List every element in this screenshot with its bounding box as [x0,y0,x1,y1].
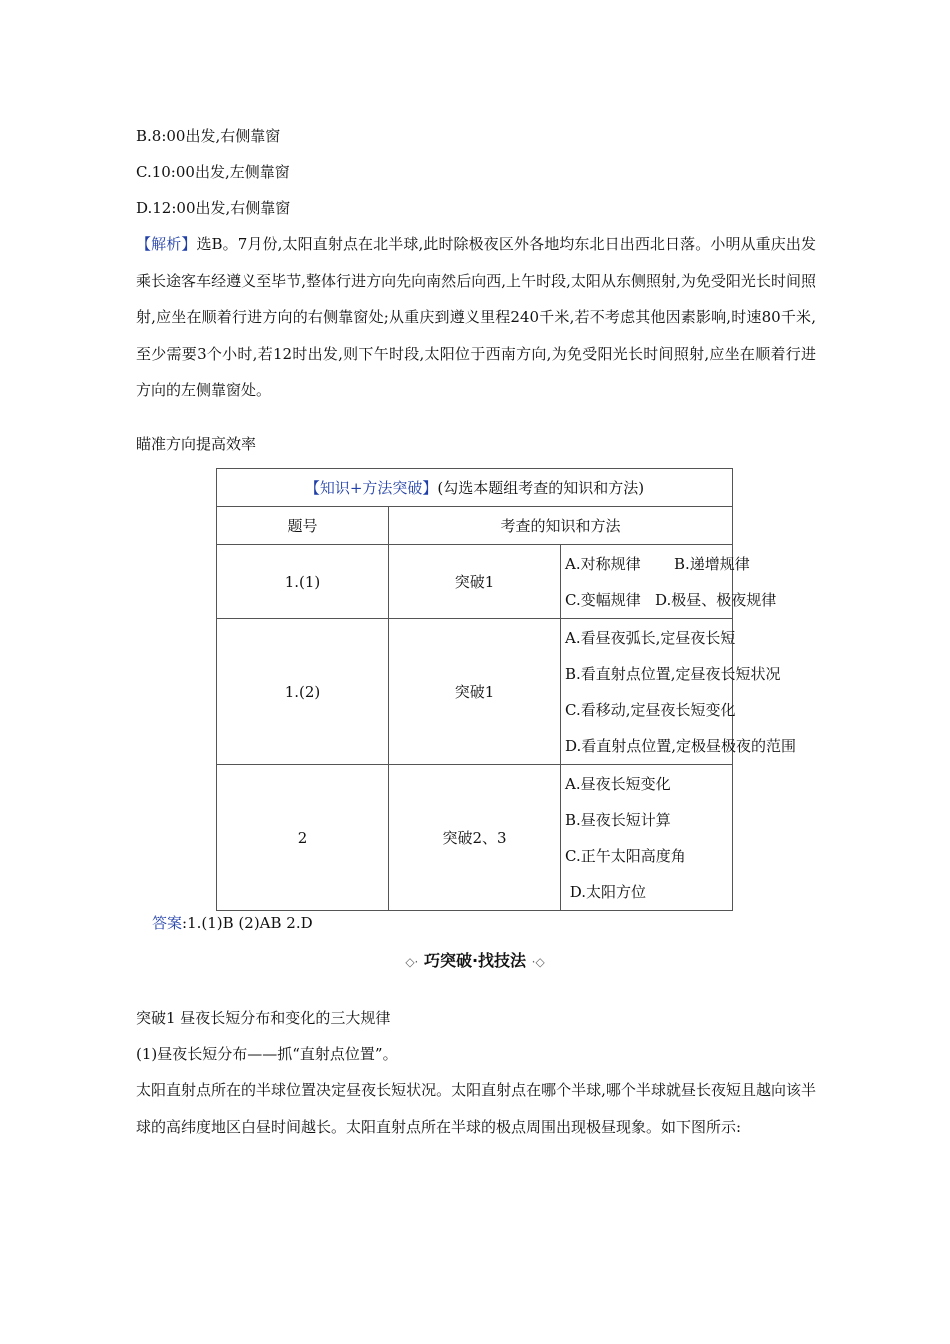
right-diamond-icon: ·◇ [531,955,545,969]
header-number: 题号 [217,507,389,545]
answer-line [152,913,313,933]
option-b: B.8:00出发,右侧靠窗 [136,127,281,145]
option-item[interactable]: A.昼夜长短变化 [565,774,671,793]
body-paragraph: 太阳直射点所在的半球位置决定昼夜长短状况。太阳直射点在哪个半球,哪个半球就昼长夜短且越向该半球的高纬度地区白昼时间越长。太阳直射点所在半球的极点周围出现极昼现象。如下图所示: [136,1081,816,1136]
table-title-rest: (勾选本题组考查的知识和方法) [437,479,645,497]
table-row [217,765,733,911]
row-breakthrough: 突破1 [389,619,561,765]
table-title-highlight: 【知识+方法突破】 [304,479,438,497]
table-header-row [217,507,733,545]
table-title-cell [217,469,733,507]
answer-label: 答案 [152,914,183,932]
header-knowledge: 考查的知识和方法 [389,507,733,545]
option-item[interactable]: A.看昼夜弧长,定昼夜长短 [565,628,736,647]
analysis-text: 选B。7月份,太阳直射点在北半球,此时除极夜区外各地均东北日出西北日落。小明从重庆出发乘长途客车经遵义至毕节,整体行进方向先向南然后向西,上午时段,太阳从东侧照射,为免受阳光长时间照射,应坐在顺着行进方向的右侧靠窗处;从重庆到遵义里程240千米,若不考虑其他因素影响,时速80千米,至少需要3个小时,若12时出发,则下午时段,太阳位于西南方向,为免受阳光长时间照射,应坐在顺着行进方向的左侧靠窗处。 [136,235,816,399]
row-number: 1.(2) [217,619,389,765]
analysis-label: 【解析】 [136,235,197,253]
option-item[interactable]: C.看移动,定昼夜长短变化 [565,700,736,719]
section-title [0,948,950,971]
row-breakthrough: 突破1 [389,545,561,619]
aim-heading: 瞄准方向提高效率 [136,435,257,453]
sub1-title: (1)昼夜长短分布——抓“直射点位置”。 [136,1045,398,1063]
option-item[interactable]: B.看直射点位置,定昼夜长短状况 [565,664,781,683]
knowledge-method-table [216,468,797,911]
option-item[interactable]: A.对称规律 B.递增规律 [565,554,750,573]
option-c: C.10:00出发,左侧靠窗 [136,163,290,181]
option-item[interactable]: C.正午太阳高度角 [565,846,686,865]
option-d: D.12:00出发,右侧靠窗 [136,199,291,217]
option-item[interactable]: D.太阳方位 [565,882,647,901]
breakthrough1-title: 突破1 昼夜长短分布和变化的三大规律 [136,1009,391,1027]
row-number: 2 [217,765,389,911]
option-item[interactable]: B.昼夜长短计算 [565,810,671,829]
table-row [217,619,733,765]
row-options [561,619,797,765]
option-item[interactable]: D.看直射点位置,定极昼极夜的范围 [565,736,797,755]
row-options [561,545,777,619]
row-number: 1.(1) [217,545,389,619]
row-options [561,765,733,911]
row-breakthrough: 突破2、3 [389,765,561,911]
left-diamond-icon: ◇· [405,955,419,969]
table-title-row [217,469,733,507]
analysis-paragraph [136,226,816,409]
section-title-text: 巧突破·找技法 [423,951,527,970]
answer-text: :1.(1)B (2)AB 2.D [182,914,313,932]
table-row [217,545,733,619]
option-item[interactable]: C.变幅规律 D.极昼、极夜规律 [565,590,777,609]
